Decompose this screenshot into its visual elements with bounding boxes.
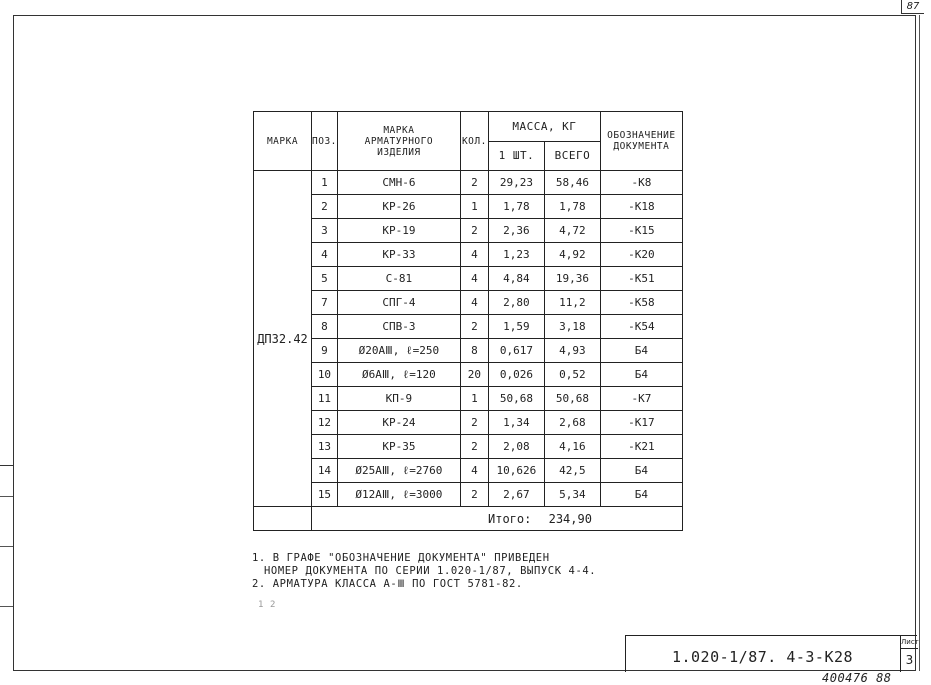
cell-mass-one: 1,78 xyxy=(488,195,544,219)
cell-product: СМН-6 xyxy=(337,171,460,195)
cell-qty: 2 xyxy=(460,219,488,243)
cell-mass-one: 1,34 xyxy=(488,411,544,435)
cell-document: -К8 xyxy=(600,171,682,195)
header-mark: МАРКА xyxy=(254,112,312,171)
inventory-number: 400476 88 xyxy=(822,671,892,685)
table-row xyxy=(254,387,683,411)
cell-mass-total: 4,93 xyxy=(544,339,600,363)
cell-pos: 4 xyxy=(312,243,338,267)
cell-document: -К7 xyxy=(600,387,682,411)
table-row xyxy=(254,195,683,219)
cell-mass-one: 50,68 xyxy=(488,387,544,411)
sheet-box xyxy=(900,636,918,672)
cell-document: Б4 xyxy=(600,483,682,507)
cell-mass-one: 2,36 xyxy=(488,219,544,243)
cell-product: КР-19 xyxy=(337,219,460,243)
cell-pos: 11 xyxy=(312,387,338,411)
cell-pos: 13 xyxy=(312,435,338,459)
element-mark: ДП32.42 xyxy=(254,171,312,507)
cell-document: -К58 xyxy=(600,291,682,315)
cell-mass-total: 5,34 xyxy=(544,483,600,507)
cell-mass-one: 0,617 xyxy=(488,339,544,363)
cell-mass-total: 50,68 xyxy=(544,387,600,411)
table-row xyxy=(254,363,683,387)
note-line-1: 1. В ГРАФЕ "ОБОЗНАЧЕНИЕ ДОКУМЕНТА" ПРИВЕДЕН xyxy=(252,552,550,564)
cell-mass-one: 2,80 xyxy=(488,291,544,315)
cell-product: КП-9 xyxy=(337,387,460,411)
cell-pos: 1 xyxy=(312,171,338,195)
cell-pos: 5 xyxy=(312,267,338,291)
cell-mass-one: 1,23 xyxy=(488,243,544,267)
table-row xyxy=(254,459,683,483)
document-code: 1.020-1/87. 4-3-К28 xyxy=(671,648,854,666)
total-cell xyxy=(312,507,683,531)
cell-qty: 4 xyxy=(460,243,488,267)
total-label: Итого: xyxy=(488,511,532,526)
cell-mass-total: 42,5 xyxy=(544,459,600,483)
cell-product: С-81 xyxy=(337,267,460,291)
table-row xyxy=(254,315,683,339)
cell-qty: 2 xyxy=(460,411,488,435)
cell-document: Б4 xyxy=(600,459,682,483)
cell-qty: 4 xyxy=(460,267,488,291)
cell-product: КР-35 xyxy=(337,435,460,459)
header-mass-total: ВСЕГО xyxy=(544,141,600,171)
cell-product: Ø12АⅢ, ℓ=3000 xyxy=(337,483,460,507)
cell-pos: 12 xyxy=(312,411,338,435)
cell-document: -К18 xyxy=(600,195,682,219)
note-line-2: НОМЕР ДОКУМЕНТА ПО СЕРИИ 1.020-1/87, ВЫПУСК 4-4. xyxy=(264,565,597,577)
cell-document: -К20 xyxy=(600,243,682,267)
right-edge-line xyxy=(919,15,920,671)
cell-mass-total: 3,18 xyxy=(544,315,600,339)
cell-mass-total: 4,16 xyxy=(544,435,600,459)
cell-document: -К54 xyxy=(600,315,682,339)
cell-qty: 1 xyxy=(460,387,488,411)
table-row xyxy=(254,291,683,315)
cell-document: -К15 xyxy=(600,219,682,243)
total-value: 234,90 xyxy=(548,511,592,526)
cell-pos: 10 xyxy=(312,363,338,387)
cell-document: -К21 xyxy=(600,435,682,459)
notes xyxy=(252,552,596,612)
total-mark-empty xyxy=(254,507,312,531)
cell-mass-total: 2,68 xyxy=(544,411,600,435)
sheet-label: Лист xyxy=(901,636,918,649)
cell-pos: 9 xyxy=(312,339,338,363)
cell-qty: 2 xyxy=(460,483,488,507)
header-pos: ПОЗ. xyxy=(312,112,338,171)
cell-pos: 8 xyxy=(312,315,338,339)
cell-pos: 3 xyxy=(312,219,338,243)
table-row xyxy=(254,411,683,435)
cell-qty: 2 xyxy=(460,315,488,339)
table-header-row xyxy=(254,112,683,142)
total-row xyxy=(254,507,683,531)
left-binding-strip xyxy=(0,465,13,672)
cell-mass-total: 58,46 xyxy=(544,171,600,195)
cell-document: Б4 xyxy=(600,339,682,363)
cell-document: -К51 xyxy=(600,267,682,291)
note-line-4: 1 2 xyxy=(258,600,277,610)
cell-pos: 7 xyxy=(312,291,338,315)
cell-qty: 20 xyxy=(460,363,488,387)
cell-pos: 2 xyxy=(312,195,338,219)
table-row xyxy=(254,435,683,459)
cell-document: Б4 xyxy=(600,363,682,387)
cell-mass-total: 11,2 xyxy=(544,291,600,315)
cell-mass-total: 4,92 xyxy=(544,243,600,267)
cell-mass-one: 0,026 xyxy=(488,363,544,387)
header-mass: МАССА, КГ xyxy=(488,112,600,142)
cell-mass-one: 2,08 xyxy=(488,435,544,459)
cell-qty: 4 xyxy=(460,459,488,483)
page-corner-number: 87 xyxy=(901,0,924,14)
header-qty: КОЛ. xyxy=(460,112,488,171)
table-row xyxy=(254,483,683,507)
cell-product: КР-33 xyxy=(337,243,460,267)
sheet-number: 3 xyxy=(905,653,914,667)
specification-table xyxy=(253,111,683,531)
cell-product: КР-26 xyxy=(337,195,460,219)
cell-pos: 15 xyxy=(312,483,338,507)
table-row xyxy=(254,243,683,267)
cell-qty: 2 xyxy=(460,171,488,195)
cell-mass-total: 19,36 xyxy=(544,267,600,291)
header-mass-one: 1 ШТ. xyxy=(488,141,544,171)
cell-product: КР-24 xyxy=(337,411,460,435)
cell-mass-total: 4,72 xyxy=(544,219,600,243)
cell-product: Ø20АⅢ, ℓ=250 xyxy=(337,339,460,363)
table-row xyxy=(254,219,683,243)
header-product-mark: МАРКА АРМАТУРНОГО ИЗДЕЛИЯ xyxy=(337,112,460,171)
cell-mass-one: 4,84 xyxy=(488,267,544,291)
cell-mass-one: 2,67 xyxy=(488,483,544,507)
cell-qty: 8 xyxy=(460,339,488,363)
cell-product: СПВ-3 xyxy=(337,315,460,339)
table-row xyxy=(254,267,683,291)
cell-mass-total: 1,78 xyxy=(544,195,600,219)
cell-product: Ø6АⅢ, ℓ=120 xyxy=(337,363,460,387)
cell-qty: 4 xyxy=(460,291,488,315)
table-row xyxy=(254,171,683,195)
cell-mass-one: 10,626 xyxy=(488,459,544,483)
cell-mass-one: 29,23 xyxy=(488,171,544,195)
cell-document: -К17 xyxy=(600,411,682,435)
cell-qty: 2 xyxy=(460,435,488,459)
cell-pos: 14 xyxy=(312,459,338,483)
note-line-3: 2. АРМАТУРА КЛАССА А-Ⅲ ПО ГОСТ 5781-82. xyxy=(252,578,523,590)
cell-product: СПГ-4 xyxy=(337,291,460,315)
cell-qty: 1 xyxy=(460,195,488,219)
table-row xyxy=(254,339,683,363)
cell-mass-one: 1,59 xyxy=(488,315,544,339)
cell-product: Ø25АⅢ, ℓ=2760 xyxy=(337,459,460,483)
cell-mass-total: 0,52 xyxy=(544,363,600,387)
title-block xyxy=(625,635,917,672)
header-document: ОБОЗНАЧЕНИЕ ДОКУМЕНТА xyxy=(600,112,682,171)
